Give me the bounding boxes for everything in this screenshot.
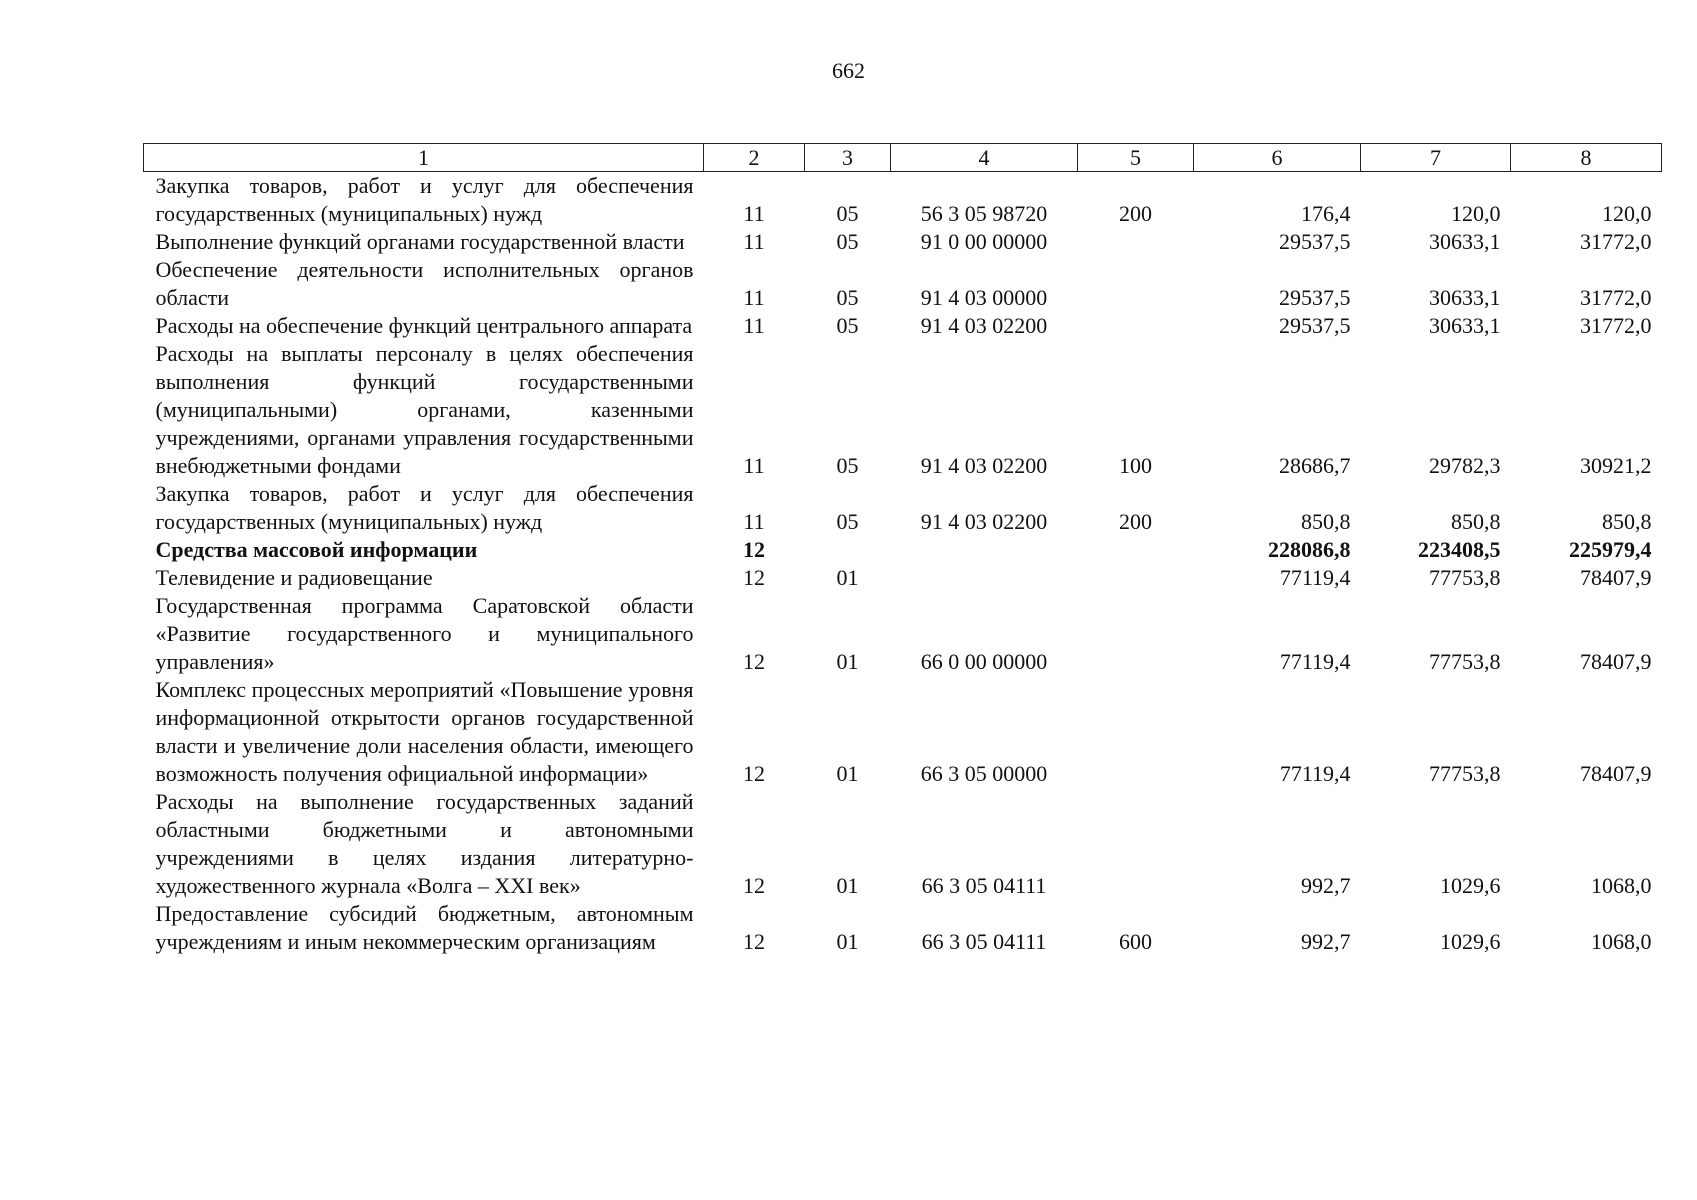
row-name: Комплекс процессных мероприятий «Повышение уровня информационной открытости органов государственной власти и увеличение доли населения области, имеющего возможность получения официальной информации» [155,677,694,786]
row-name: Государственная программа Саратовской области «Развитие государственного и муниципального управления» [155,593,694,674]
row-amount-col7: 30633,1 [1429,313,1501,338]
header-col-8: 8 [1511,144,1662,172]
row-subsection: 05 [836,509,859,534]
row-subsection: 05 [836,229,859,254]
row-amount-col6: 992,7 [1301,873,1351,898]
row-target-code [891,536,1078,564]
row-amount-col6: 29537,5 [1279,313,1351,338]
row-amount-col7: 1029,6 [1440,873,1501,898]
row-expense-type: 200 [1119,201,1152,226]
row-section: 11 [743,285,765,310]
row-section: 11 [743,509,765,534]
row-target-code: 91 4 03 02200 [920,509,1048,534]
table-row [144,340,1662,480]
budget-table [143,143,1662,956]
row-amount-col8: 1068,0 [1591,873,1652,898]
row-subsection: 01 [836,761,859,786]
table-row [144,172,1662,229]
table-row [144,788,1662,900]
row-section: 11 [743,201,765,226]
header-col-3: 3 [805,144,891,172]
table-body [144,172,1662,957]
row-amount-col6: 29537,5 [1279,285,1351,310]
row-name: Средства массовой информации [155,537,478,562]
row-target-code: 66 3 05 04111 [921,929,1047,954]
row-section: 12 [743,537,765,562]
row-amount-col8: 31772,0 [1580,313,1652,338]
row-expense-type: 100 [1119,453,1152,478]
row-amount-col6: 29537,5 [1279,229,1351,254]
row-amount-col7: 77753,8 [1429,565,1501,590]
header-row [144,144,1662,172]
row-amount-col8: 78407,9 [1580,565,1652,590]
row-section: 12 [743,761,765,786]
row-amount-col8: 78407,9 [1580,649,1652,674]
row-amount-col7: 29782,3 [1429,453,1501,478]
row-amount-col8: 31772,0 [1580,229,1652,254]
row-subsection: 01 [836,929,859,954]
row-subsection: 01 [836,649,859,674]
row-name: Закупка товаров, работ и услуг для обеспечения государственных (муниципальных) нужд [155,173,694,226]
row-section: 11 [743,229,765,254]
row-amount-col8: 31772,0 [1580,285,1652,310]
row-section: 12 [743,929,765,954]
table-row [144,592,1662,676]
row-expense-type: 200 [1119,509,1152,534]
row-amount-col8: 225979,4 [1569,537,1652,562]
row-amount-col7: 850,8 [1451,509,1501,534]
row-subsection: 01 [836,565,859,590]
row-subsection: 01 [836,873,859,898]
table-row [144,676,1662,788]
row-target-code: 56 3 05 98720 [920,201,1048,226]
row-name: Расходы на обеспечение функций центрального аппарата [155,313,693,338]
row-amount-col6: 77119,4 [1279,565,1351,590]
row-expense-type [1078,256,1194,312]
row-target-code: 91 4 03 02200 [920,453,1048,478]
row-amount-col7: 30633,1 [1429,285,1501,310]
table-row [144,228,1662,256]
table-header [144,144,1662,172]
row-section: 11 [743,313,765,338]
header-col-7: 7 [1361,144,1511,172]
row-section: 12 [743,565,765,590]
row-expense-type [1078,228,1194,256]
row-section: 11 [743,453,765,478]
row-subsection [805,536,891,564]
table-row [144,256,1662,312]
row-subsection: 05 [836,453,859,478]
row-name: Выполнение функций органами государственной власти [155,229,685,254]
row-expense-type [1078,592,1194,676]
row-subsection: 05 [836,201,859,226]
row-expense-type [1078,536,1194,564]
row-amount-col7: 30633,1 [1429,229,1501,254]
row-target-code: 91 4 03 00000 [920,285,1048,310]
row-subsection: 05 [836,285,859,310]
table-row [144,564,1662,592]
row-amount-col6: 176,4 [1301,201,1351,226]
row-name: Предоставление субсидий бюджетным, автономным учреждениям и иным некоммерческим организациям [155,901,694,954]
row-target-code: 66 3 05 00000 [920,761,1048,786]
header-col-6: 6 [1194,144,1361,172]
page-number: 662 [832,58,865,83]
row-target-code: 91 0 00 00000 [920,229,1048,254]
row-amount-col6: 992,7 [1301,929,1351,954]
header-col-5: 5 [1078,144,1194,172]
row-amount-col6: 77119,4 [1279,649,1351,674]
row-target-code: 91 4 03 02200 [920,313,1048,338]
row-expense-type: 600 [1119,929,1152,954]
header-col-4: 4 [891,144,1078,172]
row-amount-col8: 78407,9 [1580,761,1652,786]
row-name: Закупка товаров, работ и услуг для обеспечения государственных (муниципальных) нужд [155,481,694,534]
row-section: 12 [743,649,765,674]
row-expense-type [1078,676,1194,788]
row-amount-col6: 77119,4 [1279,761,1351,786]
table-row [144,536,1662,564]
table-row [144,312,1662,340]
row-name: Расходы на выполнение государственных заданий областными бюджетными и автономными учреждениями в целях издания литературно-художественного журнала «Волга – XXI век» [155,789,694,898]
row-target-code: 66 3 05 04111 [921,873,1047,898]
row-amount-col7: 1029,6 [1440,929,1501,954]
row-amount-col7: 77753,8 [1429,649,1501,674]
row-name: Расходы на выплаты персоналу в целях обеспечения выполнения функций государственными (муниципальными) органами, казенными учреждениями, органами управления государственными внебюджетными фондами [155,341,694,478]
row-amount-col7: 120,0 [1451,201,1501,226]
row-amount-col8: 850,8 [1602,509,1652,534]
row-amount-col8: 1068,0 [1591,929,1652,954]
table-row [144,480,1662,536]
row-subsection: 05 [836,313,859,338]
row-target-code: 66 0 00 00000 [920,649,1048,674]
table-row [144,900,1662,956]
row-section: 12 [743,873,765,898]
row-expense-type [1078,564,1194,592]
row-target-code [891,564,1078,592]
row-amount-col7: 223408,5 [1418,537,1501,562]
row-amount-col8: 30921,2 [1580,453,1652,478]
row-amount-col6: 850,8 [1301,509,1351,534]
row-expense-type [1078,788,1194,900]
row-name: Обеспечение деятельности исполнительных органов области [155,257,694,310]
header-col-2: 2 [704,144,805,172]
row-amount-col6: 28686,7 [1279,453,1351,478]
header-col-1: 1 [144,144,704,172]
row-amount-col8: 120,0 [1602,201,1652,226]
row-name: Телевидение и радиовещание [155,565,433,590]
row-amount-col6: 228086,8 [1268,537,1351,562]
row-amount-col7: 77753,8 [1429,761,1501,786]
row-expense-type [1078,312,1194,340]
